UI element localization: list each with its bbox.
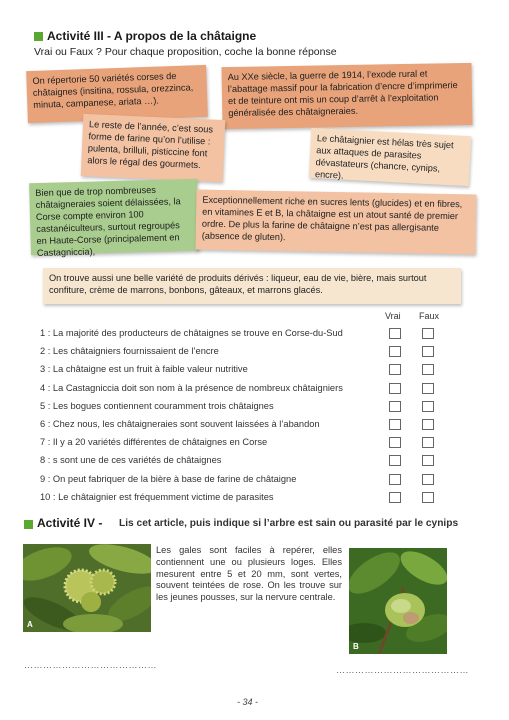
card-history: Au XXe siècle, la guerre de 1914, l’exode rural et l’abattage massif pour la fabrication d’encre d’imprimerie et de teinture ont mis un coup d’arrêt à l’exploitation généralisée des châtaigneraies. bbox=[221, 63, 472, 129]
photo-chestnut-tree bbox=[23, 544, 151, 632]
vrai-checkbox[interactable] bbox=[389, 346, 401, 357]
quiz-row bbox=[40, 399, 450, 417]
quiz-row bbox=[40, 417, 450, 435]
faux-checkbox[interactable] bbox=[422, 328, 434, 339]
quiz-question: 4 : La Castagniccia doit son nom à la présence de nombreux châtaigniers bbox=[40, 382, 343, 393]
quiz-row bbox=[40, 435, 450, 453]
quiz-question: 3 : La châtaigne est un fruit à faible valeur nutritive bbox=[40, 364, 248, 375]
card-varieties: On répertorie 50 variétés corses de châtaignes (insitina, rossula, orezzinca, minuta, campanese, ariata …). bbox=[26, 65, 208, 123]
card-derived-products: On trouve aussi une belle variété de produits dérivés : liqueur, eau de vie, bière, mais surtout confiture, crème de marrons, bonbons, gâteaux, et marrons glacés. bbox=[43, 268, 461, 304]
section-marker-icon bbox=[34, 32, 43, 41]
quiz-row bbox=[40, 344, 450, 362]
vrai-checkbox[interactable] bbox=[389, 328, 401, 339]
activity4-instruction: Lis cet article, puis indique si l’arbre est sain ou parasité par le cynips bbox=[119, 518, 459, 529]
vrai-checkbox[interactable] bbox=[389, 455, 401, 466]
article-text: Les gales sont faciles à repérer, elles contiennent une ou plusieurs loges. Elles mesurent entre 5 et 20 mm, sont vertes, souvent teintées de rose. On les trouve sur les jeunes pousses, sur la nervure centrale. bbox=[156, 545, 342, 603]
faux-checkbox[interactable] bbox=[422, 474, 434, 485]
vrai-checkbox[interactable] bbox=[389, 419, 401, 430]
vrai-checkbox[interactable] bbox=[389, 364, 401, 375]
quiz-row bbox=[40, 453, 450, 471]
quiz-question: 7 : Il y a 20 variétés différentes de châtaignes en Corse bbox=[40, 437, 268, 448]
quiz-question: 6 : Chez nous, les châtaigneraies sont souvent laissées à l’abandon bbox=[40, 419, 320, 429]
faux-checkbox[interactable] bbox=[422, 346, 434, 357]
page-number: - 34 - bbox=[237, 697, 259, 707]
card-flour: Le reste de l’année, c’est sous forme de farine qu’on l’utilise : pulenta, brilluli, pisticcine font alors le régal des gourmets. bbox=[81, 114, 226, 182]
vrai-checkbox[interactable] bbox=[389, 383, 401, 394]
card-producers: Bien que de trop nombreuses châtaigneraies soient délaissées, la Corse compte environ 100 castanéiculteurs, surtout regroupés en Haute-Corse (principalement en Castagniccia), bbox=[29, 179, 199, 255]
faux-checkbox[interactable] bbox=[422, 383, 434, 394]
quiz-question: 5 : Les bogues contiennent couramment trois châtaignes bbox=[40, 400, 274, 411]
quiz-question: 9 : On peut fabriquer de la bière à base de farine de châtaigne bbox=[40, 473, 297, 484]
photo-cynips-gall bbox=[349, 548, 447, 654]
quiz-row bbox=[40, 472, 450, 490]
quiz-question: 2 : Les châtaigniers fournissaient de l’encre bbox=[40, 346, 219, 357]
quiz-question: 1 : La majorité des producteurs de châtaignes se trouve en Corse-du-Sud bbox=[40, 328, 343, 338]
quiz-row bbox=[40, 326, 450, 344]
column-vrai: Vrai bbox=[385, 311, 401, 321]
quiz-question: 10 : Le châtaignier est fréquemment victime de parasites bbox=[40, 491, 274, 502]
faux-checkbox[interactable] bbox=[422, 437, 434, 448]
photo-label-b: B bbox=[353, 642, 359, 651]
faux-checkbox[interactable] bbox=[422, 364, 434, 375]
faux-checkbox[interactable] bbox=[422, 455, 434, 466]
activity3-subtitle: Vrai ou Faux ? Pour chaque proposition, coche la bonne réponse bbox=[34, 46, 337, 58]
faux-checkbox[interactable] bbox=[422, 419, 434, 430]
activity4-title: Activité IV - bbox=[37, 516, 103, 530]
quiz-row bbox=[40, 490, 450, 508]
vrai-checkbox[interactable] bbox=[389, 492, 401, 503]
column-faux: Faux bbox=[419, 311, 440, 321]
section-marker-icon bbox=[24, 520, 33, 529]
quiz-question: 8 : s sont une de ces variétés de châtaignes bbox=[40, 455, 222, 466]
activity3-title: Activité III - A propos de la châtaigne bbox=[47, 29, 257, 43]
card-nutrition: Exceptionnellement riche en sucres lents (glucides) et en fibres, en vitamines E et B, la châtaigne est un atout santé de premier ordre. De plus la farine de châtaigne n’est pas allergisante (absence de gluten). bbox=[195, 190, 476, 255]
photo-label-a: A bbox=[27, 620, 33, 629]
card-parasites: Le châtaignier est hélas très sujet aux attaques de parasites dévastateurs (chancre, cynips, encre). bbox=[309, 128, 471, 186]
faux-checkbox[interactable] bbox=[422, 401, 434, 412]
quiz-row bbox=[40, 362, 450, 380]
quiz-row bbox=[40, 381, 450, 399]
answer-field-a[interactable]: …………………………………… bbox=[24, 660, 157, 670]
vrai-checkbox[interactable] bbox=[389, 474, 401, 485]
faux-checkbox[interactable] bbox=[422, 492, 434, 503]
vrai-checkbox[interactable] bbox=[389, 437, 401, 448]
answer-field-b[interactable]: …………………………………… bbox=[336, 665, 469, 675]
vrai-checkbox[interactable] bbox=[389, 401, 401, 412]
